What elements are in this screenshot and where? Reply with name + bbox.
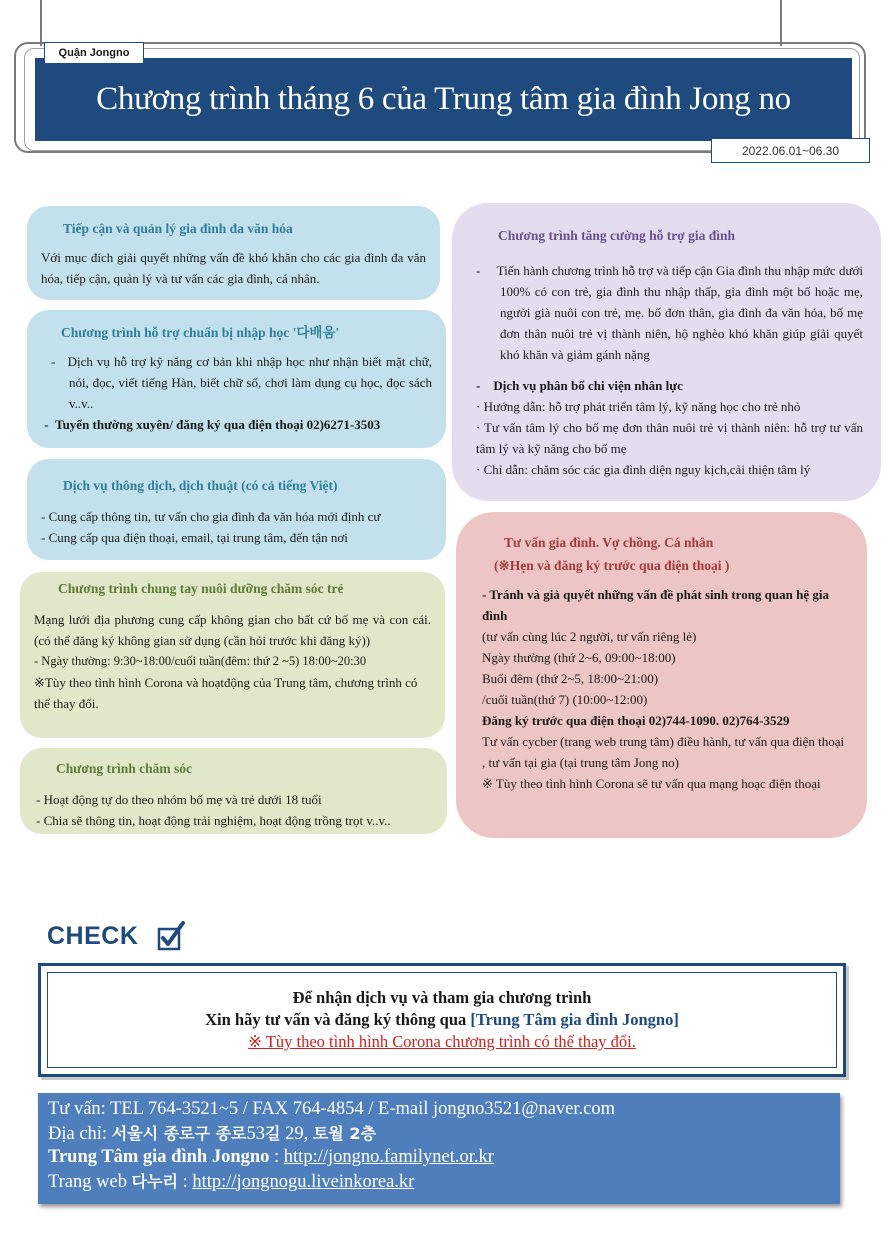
notice-line-1: Để nhận dịch vụ và tham gia chương trình — [292, 988, 592, 1007]
family-support-item: - Tiến hành chương trình hỗ trợ và tiếp cận Gia đình thu nhập mức dưới 100% có con trẻ, gia đình thu nhập thấp, gia đình một bố hoặc mẹ, người già nuôi con trẻ, mẹ. bố đơn thân, gia đình đa văn hóa, bố mẹ đơn thân nuôi trẻ vị thành niên, hộ nghèo khó khăn giúp giải quyết khó khăn và giảm gánh nặng — [476, 263, 863, 362]
web-url-link[interactable]: http://jongnogu.liveinkorea.kr — [192, 1171, 415, 1192]
family-support-item-text: Tiến hành chương trình hỗ trợ và tiếp cận Gia đình thu nhập mức dưới 100% có con trẻ, gia đình thu nhập thấp, gia đình một bố hoặc mẹ, người già nuôi con trẻ, mẹ. bố đơn thân, gia đình đa văn hóa, bố mẹ đơn thân nuôi trẻ vị thành niên, hộ nghèo khó khăn giúp giải quyết khó khăn và giảm gánh nặng — [496, 263, 863, 362]
counseling-subtitle: (※Hẹn và đăng ký trước qua điện thoại ) — [494, 558, 730, 573]
multicultural-title: Tiếp cận và quản lý gia đình đa văn hóa — [63, 221, 293, 236]
school-prep-item-text: Dịch vụ hỗ trợ kỹ năng cơ bản khi nhập học như nhận biết mặt chữ, nói, đọc, viết tiếng Hàn, biết chữ số, chơi làm dụng cụ học, đọc sách v..v.. — [67, 354, 432, 411]
counseling-title: Tư vấn gia đình. Vợ chồng. Cá nhân — [504, 535, 714, 550]
address-ko-1: 서울시 종로구 종로 — [111, 1123, 247, 1143]
family-support-box — [452, 203, 881, 501]
counseling-line: Ngày thường (thứ 2~6, 09:00~18:00) — [482, 650, 676, 665]
family-support-sub-item: · Tư vấn tâm lý cho bố mẹ đơn thân nuôi trẻ vị thành niên: hỗ trợ tư vấn tâm lý và kỹ năng cho bố mẹ — [476, 420, 863, 456]
notice-line-2 — [205, 1009, 679, 1031]
district-label: Quận Jongno — [44, 42, 144, 64]
school-prep-phone: Tuyển thường xuyên/ đăng ký qua điện thoại 02)6271-3503 — [55, 417, 381, 432]
header-frame-top — [40, 0, 782, 46]
school-prep-highlight: - Tuyển thường xuyên/ đăng ký qua điện thoại 02)6271-3503 — [41, 417, 381, 432]
multicultural-box — [27, 206, 440, 300]
translation-item: - Cung cấp qua điện thoại, email, tại trung tâm, đến tận nơi — [41, 530, 348, 545]
contact-address-line — [48, 1122, 830, 1147]
childcare-body: Mạng lưới địa phương cung cấp không gian cho bất cứ bố mẹ và con cái. (có thể đăng ký không gian sử dụng (cần hỏi trước khi đăng ký)) — [34, 612, 431, 648]
translation-box — [27, 459, 446, 560]
center-sep: : — [269, 1147, 284, 1167]
address-num-1: 53 — [246, 1123, 265, 1144]
multicultural-body: Với mục đích giải quyết những vấn đề khó khăn cho các gia đình đa văn hóa, tiếp cận, quản lý và tư vấn các gia đình, cá nhân. — [41, 250, 426, 286]
family-support-sub-item: · Hướng dẫn: hỗ trợ phát triển tâm lý, kỹ năng học cho trẻ nhỏ — [476, 399, 801, 414]
contact-panel — [38, 1093, 840, 1204]
checkbox-check-icon — [156, 920, 186, 952]
contact-phone-line: Tư vấn: TEL 764-3521~5 / FAX 764-4854 / E-mail jongno3521@naver.com — [48, 1099, 615, 1119]
web-label: Trang web — [48, 1171, 132, 1192]
counseling-line: Buổi đêm (thứ 2~5, 18:00~21:00) — [482, 671, 659, 686]
check-label: CHECK — [47, 922, 139, 950]
counseling-line: Tư vấn cycber (trang web trung tâm) điều hành, tư vấn qua điện thoại , tư vấn tại gia (tại trung tâm Jong no) — [482, 734, 845, 770]
center-label: Trung Tâm gia đình Jongno — [48, 1147, 270, 1167]
counseling-note: ※ Tùy theo tình hình Corona sẽ tư vấn qua mạng hoạc điện thoại — [482, 776, 821, 791]
family-support-subtitle-text: Dịch vụ phân bổ chi viện nhân lực — [493, 378, 683, 393]
translation-item: - Cung cấp thông tin, tư vấn cho gia đình đa văn hóa mới định cư — [41, 509, 381, 524]
school-prep-item: - Dịch vụ hỗ trợ kỹ năng cơ bản khi nhập học như nhận biết mặt chữ, nói, đọc, viết tiếng Hàn, biết chữ số, chơi làm dụng cụ học, đọc sách v..v.. — [51, 354, 432, 411]
contact-web-line — [48, 1170, 830, 1195]
childcare-note: ※Tùy theo tình hình Corona và hoạtđộng của Trung tâm, chương trình có thể thay đổi. — [34, 675, 418, 711]
notice-box-inner — [47, 972, 837, 1068]
contact-center-line — [48, 1146, 830, 1170]
care-item: - Hoạt động tự do theo nhóm bố mẹ và trẻ dưới 18 tuổi — [36, 792, 322, 807]
notice-line-2-text: Xin hãy tư vấn và đăng ký thông qua — [205, 1010, 471, 1029]
web-sep: : — [177, 1171, 193, 1192]
translation-title: Dịch vụ thông dịch, dịch thuật (có cả tiếng Việt) — [63, 478, 338, 493]
care-title: Chương trình chăm sóc — [56, 761, 192, 776]
family-support-title: Chương trình tăng cường hỗ trợ gia đình — [498, 228, 736, 243]
school-prep-title: Chương trình hỗ trợ chuẩn bị nhập học '다배움' — [61, 325, 340, 340]
care-box — [20, 748, 447, 834]
childcare-title: Chương trình chung tay nuôi dưỡng chăm sóc trẻ — [58, 581, 344, 596]
counseling-lead: - Tránh và giả quyết những vấn đề phát sinh trong quan hệ gia đình — [482, 587, 829, 623]
family-support-subtitle: - Dịch vụ phân bổ chi viện nhân lực — [476, 378, 683, 393]
notice-corona-note: ※ Tùy theo tình hình Corona chương trình có thể thay đổi. — [248, 1032, 636, 1051]
page-title: Chương trình tháng 6 của Trung tâm gia đình Jong no — [96, 81, 791, 117]
period-label: 2022.06.01~06.30 — [711, 138, 870, 163]
center-url-link[interactable]: http://jongno.familynet.or.kr — [283, 1147, 494, 1167]
counseling-box — [456, 512, 867, 838]
web-ko-name: 다누리 — [131, 1171, 178, 1191]
care-item: - Chia sẽ thông tin, hoạt động trải nghiệm, hoạt động trồng trọt v..v.. — [36, 813, 391, 828]
address-ko-2: 길 — [265, 1123, 281, 1143]
address-label: Địa chỉ: — [48, 1123, 112, 1144]
childcare-hours: - Ngày thường: 9:30~18:00/cuối tuần(đêm: thứ 2 ~5) 18:00~20:30 — [34, 654, 367, 668]
counseling-line: (tư vấn cùng lúc 2 người, tư vấn riêng lẻ) — [482, 629, 697, 644]
notice-box — [38, 963, 846, 1077]
school-prep-box — [27, 310, 446, 448]
family-support-sub-item: · Chỉ dẫn: chăm sóc các gia đình diện nguy kịch,cải thiện tâm lý — [476, 462, 811, 477]
childcare-box — [20, 572, 445, 738]
counseling-line: /cuối tuần(thứ 7) (10:00~12:00) — [482, 692, 648, 707]
notice-center-name: [Trung Tâm gia đình Jongno] — [470, 1010, 679, 1029]
counseling-phone: Đăng ký trước qua điện thoại 02)744-1090. 02)764-3529 — [482, 713, 790, 728]
address-num-2: 29, — [280, 1123, 313, 1144]
address-ko-3: 토월 2층 — [312, 1123, 376, 1143]
